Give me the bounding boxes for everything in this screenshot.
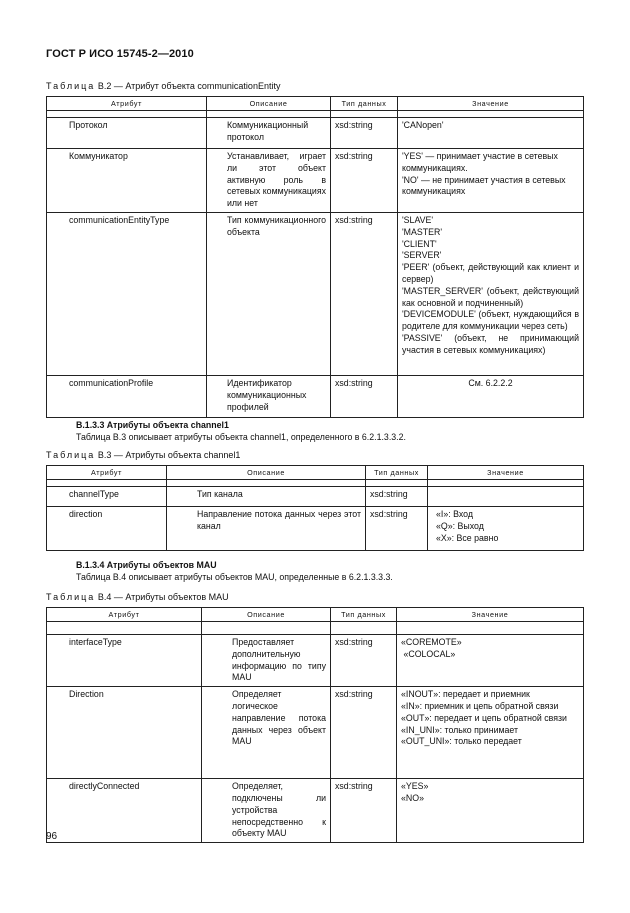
table-row: Direction Определяет логическое направление потока данных через объект MAU xsd:string «INOUT»: передает и приемник «IN»: приемник и цепь обратной связи «OUT»: передает и цепь обратной связи «IN_UNI»: только принимает «OUT_UNI»: только передает: [47, 687, 584, 779]
value-cell: 'SLAVE' 'MASTER' 'CLIENT' 'SERVER' 'PEER' (объект, действующий как клиент и сервер) 'MASTER_SERVER' (объект, действующий как основной и подчиненный) 'DEVICEMODULE' (объект, нуждающийся в родителе для коммуникации через сеть) 'PASSIVE' (объект, не принимающий участия в сетевых коммуникациях): [398, 212, 584, 375]
column-header: Описание: [167, 466, 366, 480]
table-row: Протокол Коммуникационный протокол xsd:string 'CANopen': [47, 118, 584, 149]
table-b2: [46, 96, 584, 418]
section-text-b134: Таблица В.4 описывает атрибуты объектов MAU, определенные в 6.2.1.3.3.3.: [76, 572, 393, 582]
value-cell: «INOUT»: передает и приемник «IN»: приемник и цепь обратной связи «OUT»: передает и цепь обратной связи «IN_UNI»: только принимает «OUT_UNI»: только передает: [397, 687, 584, 779]
table-row: interfaceType Предоставляет дополнительную информацию по типу MAU xsd:string «COREMOTE» «COLOCAL»: [47, 635, 584, 687]
section-heading-b133: В.1.3.3 Атрибуты объекта channel1: [76, 420, 229, 430]
column-header: Значение: [428, 466, 584, 480]
table-b3: [46, 465, 584, 551]
value-cell: См. 6.2.2.2: [398, 375, 584, 417]
table-b3-caption: Таблица В.3 — Атрибуты объекта channel1: [46, 450, 241, 460]
section-text-b133: Таблица В.3 описывает атрибуты объекта channel1, определенного в 6.2.1.3.3.2.: [76, 432, 406, 442]
column-header: Тип данных: [331, 608, 397, 622]
value-cell: «COREMOTE» «COLOCAL»: [397, 635, 584, 687]
table-row: Коммуникатор Устанавливает, играет ли этот объект активную роль в сетевых коммуникациях или нет xsd:string 'YES' — принимает участие в сетевых коммуникациях. 'NO' — не принимает участия в сетевых коммуникациях: [47, 149, 584, 213]
table-b2-caption: Таблица В.2 — Атрибут объекта communicationEntity: [46, 81, 281, 91]
column-header: Описание: [207, 97, 331, 111]
value-cell: [428, 487, 584, 507]
column-header: Атрибут: [47, 466, 167, 480]
table-row: communicationProfile Идентификатор коммуникационных профилей xsd:string См. 6.2.2.2: [47, 375, 584, 417]
table-b4-caption: Таблица В.4 — Атрибуты объектов MAU: [46, 592, 229, 602]
section-heading-b134: В.1.3.4 Атрибуты объектов MAU: [76, 560, 217, 570]
column-header: Значение: [397, 608, 584, 622]
column-header: Тип данных: [366, 466, 428, 480]
table-row: directlyConnected Определяет, подключены ли устройства непосредственно к объекту MAU xsd:string «YES» «NO»: [47, 779, 584, 843]
table-row: channelType Тип канала xsd:string: [47, 487, 584, 507]
value-cell: «YES» «NO»: [397, 779, 584, 843]
column-header: Описание: [202, 608, 331, 622]
value-cell: 'YES' — принимает участие в сетевых коммуникациях. 'NO' — не принимает участия в сетевых коммуникациях: [398, 149, 584, 213]
column-header: Тип данных: [331, 97, 398, 111]
table-row: direction Направление потока данных через этот канал xsd:string «I»: Вход «Q»: Выход «X»: Все равно: [47, 507, 584, 551]
value-cell: «I»: Вход «Q»: Выход «X»: Все равно: [428, 507, 584, 551]
column-header: Атрибут: [47, 608, 202, 622]
document-header: ГОСТ Р ИСО 15745-2—2010: [46, 48, 194, 60]
table-row: communicationEntityType Тип коммуникационного объекта xsd:string 'SLAVE' 'MASTER' 'CLIENT' 'SERVER' 'PEER' (объект, действующий как клиент и сервер) 'MASTER_SERVER' (объект, действующий как основной и подчиненный) 'DEVICEMODULE' (объект, нуждающийся в родителе для коммуникации через сеть) 'PASSIVE' (объект, не принимающий участия в сетевых коммуникациях): [47, 212, 584, 375]
page-number: 96: [46, 831, 58, 842]
value-cell: 'CANopen': [398, 118, 584, 149]
table-b4: [46, 607, 584, 843]
column-header: Значение: [398, 97, 584, 111]
column-header: Атрибут: [47, 97, 207, 111]
